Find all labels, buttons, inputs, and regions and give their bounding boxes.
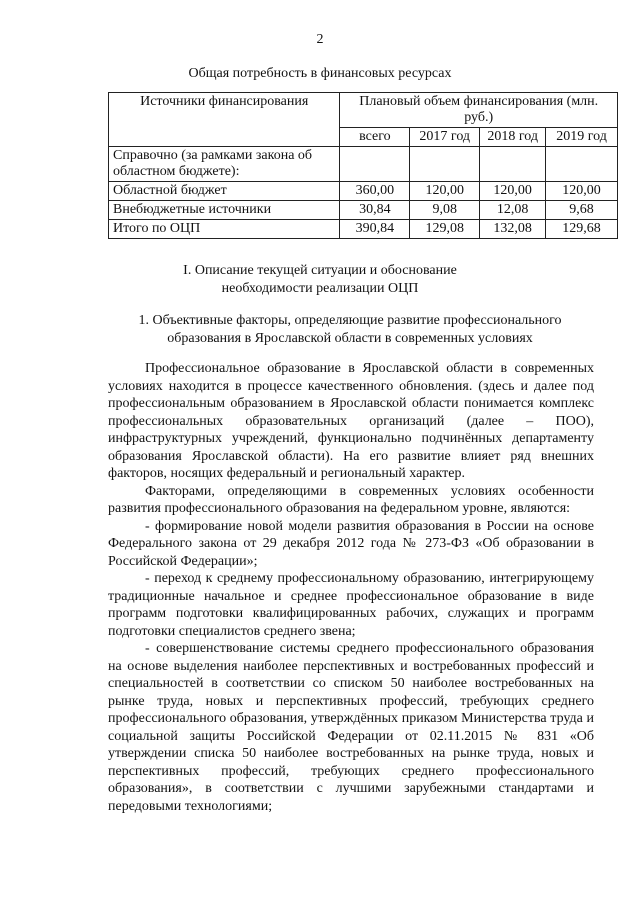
body-text (108, 360, 594, 815)
row-label: Справочно (за рамками закона об областном бюджете): (109, 147, 340, 182)
list-item: - переход к среднему профессиональному образованию, интегрирующему традиционные начальное и среднее профессиональное образование в виде программ подготовки квалифицированных рабочих, служащих и программ подготовки специалистов среднего звена; (108, 571, 594, 639)
cell-2019: 129,68 (546, 220, 618, 239)
subsection-title-line: образования в Ярославской области в современных условиях (167, 331, 533, 346)
cell-2017: 129,08 (410, 220, 480, 239)
table-row (109, 220, 618, 239)
table-row (109, 201, 618, 220)
financing-table (108, 92, 618, 239)
cell-2018 (480, 147, 546, 182)
cell-2019 (546, 147, 618, 182)
paragraph: Профессиональное образование в Ярославской области в современных условиях находится в процессе качественного обновления. (здесь и далее под профессиональным образованием в Ярославской области понимается комплекс профессиональных образовательных организаций (далее – ПОО), инфраструктурных учреждений, функционально подчинённых департаменту образования Ярославской области). На его развитие влияет ряд внешних факторов, носящих федеральный и региональный характер. (108, 361, 594, 481)
table-row (109, 182, 618, 201)
cell-2017 (410, 147, 480, 182)
cell-total: 30,84 (340, 201, 410, 220)
cell-total (340, 147, 410, 182)
header-volume: Плановый объем финансирования (млн. руб.) (340, 93, 618, 128)
subsection-title (100, 312, 600, 348)
cell-2017: 120,00 (410, 182, 480, 201)
list-item: - формирование новой модели развития образования в России на основе Федерального закона от 29 декабря 2012 года № 273-ФЗ «Об образовании в Российской Федерации»; (108, 518, 594, 569)
cell-total: 360,00 (340, 182, 410, 201)
subsection-title-line: 1. Объективные факторы, определяющие развитие профессионального (138, 313, 562, 328)
cell-2018: 12,08 (480, 201, 546, 220)
table-row (109, 147, 618, 182)
header-2017: 2017 год (410, 128, 480, 147)
header-total: всего (340, 128, 410, 147)
header-2019: 2019 год (546, 128, 618, 147)
row-label: Итого по ОЦП (109, 220, 340, 239)
table-title: Общая потребность в финансовых ресурсах (188, 66, 452, 81)
section-title-line: I. Описание текущей ситуации и обоснование (183, 263, 457, 278)
list-item: - совершенствование системы среднего профессионального образования на основе выделения наиболее перспективных и востребованных профессий и специальностей в соответствии со списком 50 наиболее востребованных на рынке труда, новых и перспективных профессий, требующих среднего профессионального образования, утверждённых приказом Министерства труда и социальной защиты Российской Федерации от 02.11.2015 № 831 «Об утверждении списка 50 наиболее востребованных на рынке труда, новых и перспективных профессий, требующих среднего профессионального образования», в соответствии с лучшими зарубежными стандартами и передовыми технологиями; (108, 641, 594, 814)
section-title-line: необходимости реализации ОЦП (221, 281, 419, 296)
row-label: Областной бюджет (109, 182, 340, 201)
row-label: Внебюджетные источники (109, 201, 340, 220)
cell-2018: 132,08 (480, 220, 546, 239)
section-title (0, 262, 640, 298)
cell-total: 390,84 (340, 220, 410, 239)
header-2018: 2018 год (480, 128, 546, 147)
cell-2019: 120,00 (546, 182, 618, 201)
paragraph: Факторами, определяющими в современных условиях особенности развития профессионального образования на федеральном уровне, являются: (108, 483, 594, 516)
cell-2017: 9,08 (410, 201, 480, 220)
page-number: 2 (316, 32, 324, 47)
table-header-row (109, 93, 618, 128)
header-sources: Источники финансирования (109, 93, 340, 147)
cell-2019: 9,68 (546, 201, 618, 220)
cell-2018: 120,00 (480, 182, 546, 201)
